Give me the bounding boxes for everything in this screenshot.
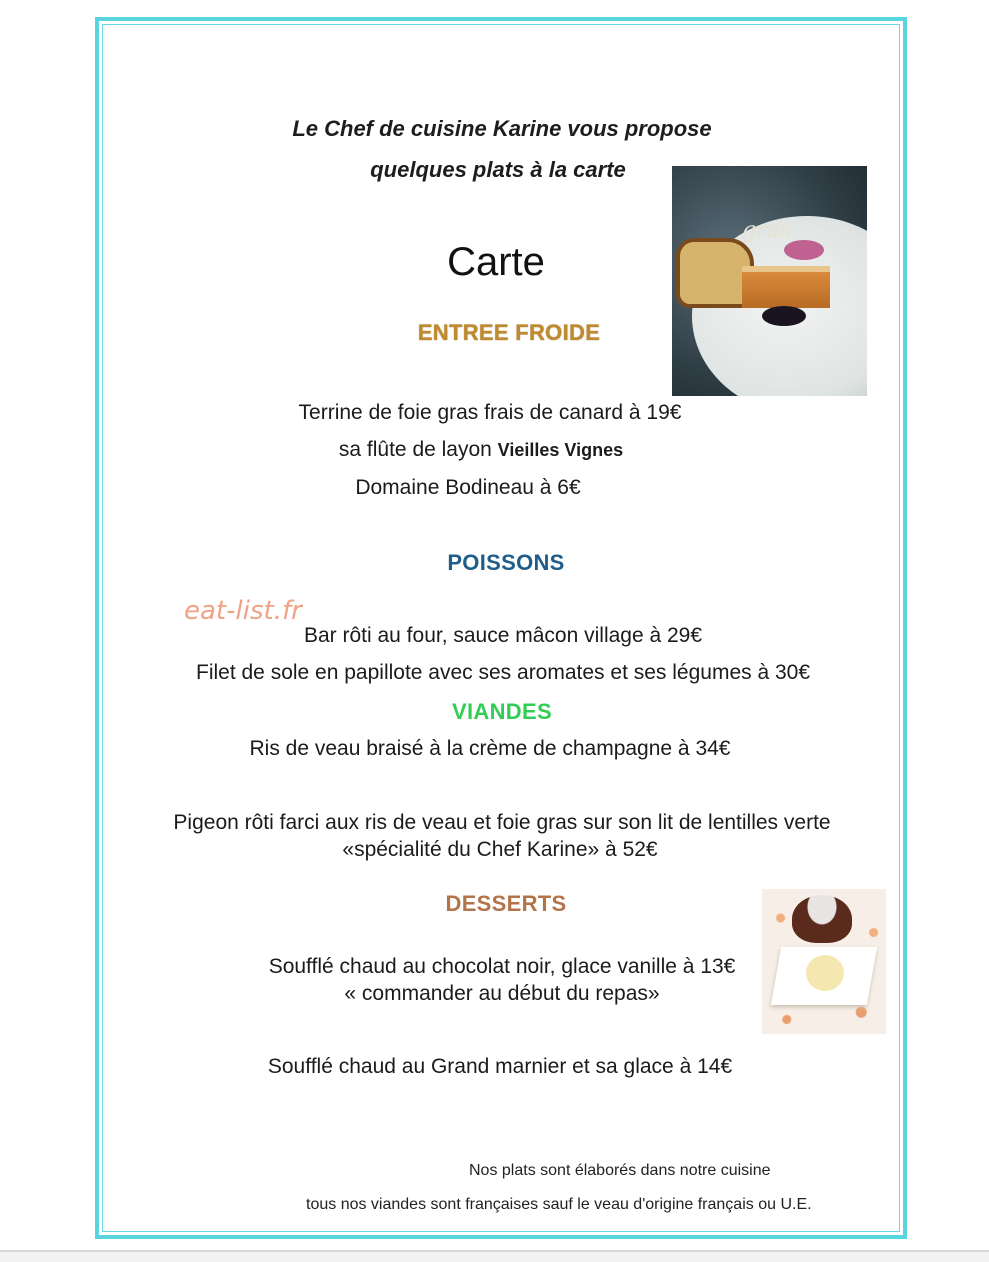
section-heading-viandes: VIANDES [452,699,552,724]
viandes-item-2-line-1: Pigeon rôti farci aux ris de veau et foie gras sur son lit de lentilles verte [173,811,831,834]
footer-line-2: tous nos viandes sont françaises sauf le veau d'origine français ou U.E. [306,1196,812,1213]
intro-line-2: quelques plats à la carte [370,157,626,182]
viandes-item-1: Ris de veau braisé à la crème de champagne à 34€ [249,737,731,760]
entree-item-line-2 [339,438,623,462]
footer-line-1: Nos plats sont élaborés dans notre cuisine [469,1162,771,1179]
plate-text: gras [742,218,792,243]
section-heading-desserts: DESSERTS [445,891,567,916]
section-heading-poissons: POISSONS [447,550,565,575]
entree-wine-name: Vieilles Vignes [497,440,624,460]
souffle-image [792,895,852,943]
desserts-item-1-line-1: Soufflé chaud au chocolat noir, glace vanille à 13€ [268,955,736,978]
ice-cream-image [806,955,844,991]
entree-item-line-3: Domaine Bodineau à 6€ [355,476,581,499]
section-heading-entree: ENTREE FROIDE [417,320,601,345]
poissons-item-1: Bar rôti au four, sauce mâcon village à 29€ [303,624,703,647]
page-title: Carte [447,240,545,284]
souffle-photo [762,889,886,1034]
sauce-image [762,306,806,326]
desserts-item-1-line-2: « commander au début du repas» [344,982,660,1005]
watermark: eat-list.fr [184,596,302,626]
foie-gras-photo [672,166,867,396]
page-bottom-edge [0,1250,989,1262]
intro-line-1: Le Chef de cuisine Karine vous propose [292,116,712,141]
poissons-item-2: Filet de sole en papillote avec ses aromates et ses légumes à 30€ [195,661,811,684]
desserts-item-2: Soufflé chaud au Grand marnier et sa glace à 14€ [267,1055,733,1078]
entree-item-line-2-text: sa flûte de layon [338,438,498,461]
terrine-image [742,266,830,308]
sprout-image [784,240,824,260]
entree-item-line-1: Terrine de foie gras frais de canard à 19€ [298,401,682,424]
viandes-item-2-line-2: «spécialité du Chef Karine» à 52€ [342,838,658,861]
